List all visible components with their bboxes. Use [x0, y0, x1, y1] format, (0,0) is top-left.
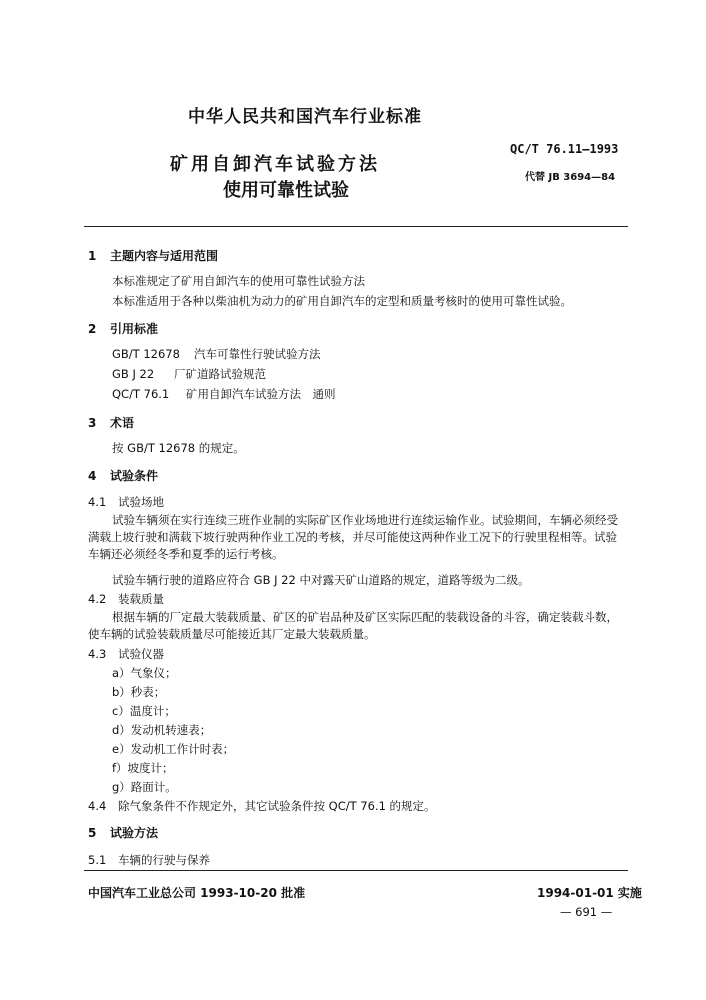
- reference-code: GB/T 12678: [112, 347, 180, 361]
- subsection-number: 4.2: [88, 592, 107, 606]
- instrument-item: f）坡度计；: [112, 761, 174, 775]
- section-title: 主题内容与适用范围: [110, 249, 219, 263]
- section-4-heading: [88, 467, 158, 484]
- page-number: — 691 —: [560, 905, 613, 919]
- section-title: 试验条件: [110, 469, 159, 483]
- reference-item: [112, 346, 321, 362]
- section-1-paragraph: 本标准适用于各种以柴油机为动力的矿用自卸汽车的定型和质量考核时的使用可靠性试验。: [112, 294, 572, 308]
- approval-note: 中国汽车工业总公司 1993-10-20 批准: [88, 886, 306, 900]
- subsection-title: 试验场地: [118, 495, 164, 509]
- document-title: 矿用自卸汽车试验方法: [170, 154, 380, 175]
- header-divider: [84, 226, 628, 227]
- subsection-5-1-heading: [88, 852, 210, 868]
- section-5-heading: [88, 824, 158, 841]
- subsection-4-4: [88, 798, 436, 814]
- subsection-number: 5.1: [88, 853, 107, 867]
- section-number: 4: [88, 469, 97, 483]
- reference-item: [112, 386, 336, 402]
- subsection-number: 4.4: [88, 799, 107, 813]
- instrument-item: b）秒表；: [112, 685, 166, 699]
- section-1-paragraph: 本标准规定了矿用自卸汽车的使用可靠性试验方法: [112, 274, 365, 288]
- section-number: 5: [88, 826, 97, 840]
- instrument-item: a）气象仪；: [112, 666, 177, 680]
- instrument-item: c）温度计；: [112, 704, 176, 718]
- subsection-title: 车辆的行驶与保养: [118, 853, 210, 867]
- instrument-item: e）发动机工作计时表；: [112, 742, 235, 756]
- instrument-item: g）路面计。: [112, 780, 177, 794]
- subsection-text: 除气象条件不作规定外，其它试验条件按 QC/T 76.1 的规定。: [118, 799, 436, 813]
- subsection-4-3-heading: [88, 646, 164, 662]
- reference-item: [112, 366, 266, 382]
- subsection-4-1-paragraph: 试验车辆须在实行连续三班作业制的实际矿区作业场地进行连续运输作业。试验期间，车辆必须经受满载上坡行驶和满载下坡行驶两种作业工况的考核，并尽可能使这两种作业工况下的行驶里程相等。试验车辆还必须经冬季和夏季的运行考核。: [88, 513, 618, 561]
- reference-name: 汽车可靠性行驶试验方法: [194, 347, 321, 361]
- section-number: 2: [88, 322, 97, 336]
- instrument-item: d）发动机转速表；: [112, 723, 212, 737]
- section-1-heading: [88, 247, 218, 264]
- reference-name: 矿用自卸汽车试验方法 通则: [186, 387, 336, 401]
- issuing-organization: 中华人民共和国汽车行业标准: [188, 107, 422, 127]
- subsection-number: 4.3: [88, 647, 107, 661]
- subsection-4-1-heading: [88, 494, 164, 510]
- subsection-number: 4.1: [88, 495, 107, 509]
- reference-code: QC/T 76.1: [112, 387, 170, 401]
- section-number: 1: [88, 249, 97, 263]
- section-2-heading: [88, 320, 158, 337]
- subsection-4-1-paragraph: 试验车辆行驶的道路应符合 GB J 22 中对露天矿山道路的规定，道路等级为二级。: [112, 573, 530, 587]
- subsection-title: 装载质量: [118, 592, 164, 606]
- section-title: 引用标准: [110, 322, 159, 336]
- subsection-title: 试验仪器: [118, 647, 164, 661]
- subsection-4-2-paragraph: 根据车辆的厂定最大装载质量、矿区的矿岩品种及矿区实际匹配的装载设备的斗容，确定装载斗数，使车辆的试验装载质量尽可能接近其厂定最大装载质量。: [88, 610, 618, 641]
- section-3-heading: [88, 414, 134, 431]
- section-title: 术语: [110, 416, 135, 430]
- document-subtitle: 使用可靠性试验: [223, 180, 349, 201]
- reference-name: 厂矿道路试验规范: [174, 367, 266, 381]
- section-3-paragraph: 按 GB/T 12678 的规定。: [112, 441, 245, 455]
- subsection-4-2-heading: [88, 591, 164, 607]
- replaces-note: 代替 JB 3694—84: [525, 172, 616, 183]
- footer-divider: [84, 870, 628, 871]
- standard-code: QC/T 76.11—1993: [510, 142, 619, 156]
- section-number: 3: [88, 416, 97, 430]
- reference-code: GB J 22: [112, 367, 155, 381]
- effective-date: 1994-01-01 实施: [537, 886, 642, 900]
- section-title: 试验方法: [110, 826, 159, 840]
